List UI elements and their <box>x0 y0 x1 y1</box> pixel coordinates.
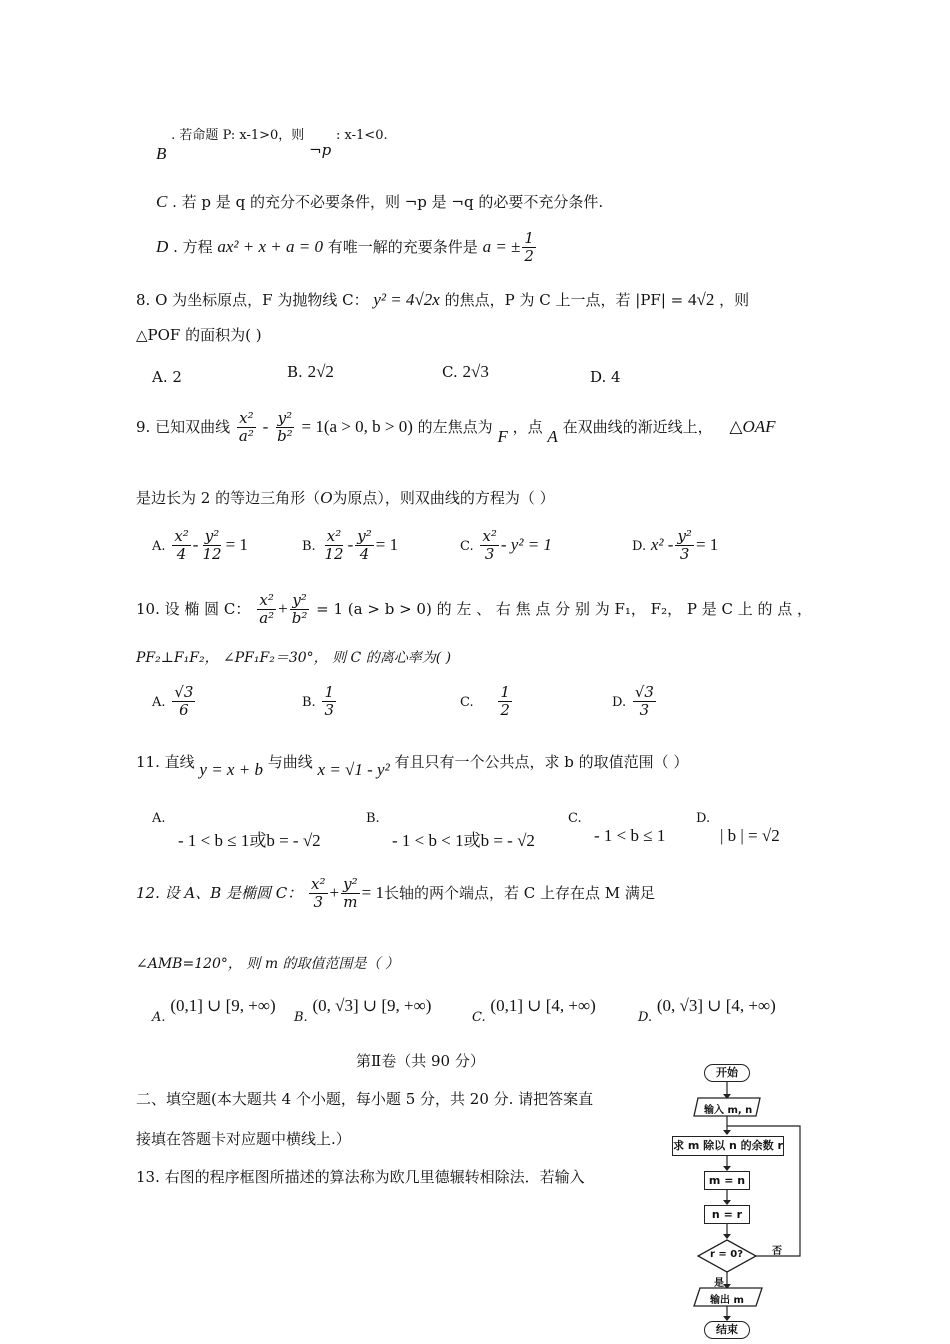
q12-line1: 12. 设 A、B 是椭圆 C： $\frac{\text{x²}}{3}$ + $\frac{\text{y²}}{m}$ = 1长轴的两个端点，若 C 上存在点 M 满足 <box>136 875 655 912</box>
q7-b-text: . 若命题 P: x-1>0，则 <box>171 128 305 143</box>
flowchart-assign-n: n = r <box>704 1205 750 1224</box>
flowchart-input: 输入 m, n <box>704 1105 753 1116</box>
q10-line2: PF₂⊥F₁F₂， ∠PF₁F₂＝30°， 则 C 的离心率为( ) <box>136 650 452 666</box>
q12-line2: ∠AMB=120°， 则 m 的取值范围是（ ） <box>136 956 399 972</box>
q10-cond: = 1 (a > b > 0) 的 左 、 右 焦 点 分 别 为 F₁， F₂， P 是 C 上 的 点 ， <box>316 599 813 618</box>
q11-d-math: | b | = √2 <box>720 826 780 845</box>
q7-d-fraction <box>522 230 536 266</box>
q8-text-c: ，则 <box>719 291 750 309</box>
q9-tail: 在双曲线的渐近线上， <box>562 417 713 436</box>
q7-d-den: 2 <box>524 247 534 266</box>
q12-den2: m <box>343 893 358 912</box>
q12-d-label: D. <box>638 1010 653 1025</box>
q9-x2: x² <box>239 409 254 427</box>
q10-c-num: 1 <box>500 683 510 701</box>
q9-b2: b² <box>277 427 293 446</box>
q10-a-num: √3 <box>174 683 194 701</box>
q12-c-label: C. <box>472 1010 486 1025</box>
q10-line1: 10. 设 椭 圆 C： $\frac{\text{x²}}{\text{a²}}$ + $\frac{\text{y²}}{\text{b²}}$ = 1 (a > b > 0) 的 左 、 右 焦 点 分 别 为 F₁， F₂， P 是 C 上 的 点 ， <box>136 591 813 628</box>
q9-a-d2: 12 <box>202 545 222 564</box>
q7-b-text2: : x-1<0. <box>336 128 388 143</box>
q12-b-label: B. <box>294 1010 308 1025</box>
q10-c-den: 2 <box>500 701 510 720</box>
q9-line2b: 为原点），则双曲线的方程为（ ） <box>332 489 555 507</box>
q9-a-d1: 4 <box>176 545 187 564</box>
q12-c-math: (0,1] ∪ [4, +∞) <box>490 996 596 1015</box>
q9-b-n2: y² <box>357 527 372 545</box>
q11-a-label: A. <box>152 811 166 826</box>
q7-d-text2: 有唯一解的充要条件是 <box>327 237 478 256</box>
q11-mid: 与曲线 <box>267 753 313 771</box>
q11-c-label: C. <box>568 811 582 826</box>
q7-option-b <box>156 124 388 163</box>
q10-c-label: C. <box>460 694 474 710</box>
q8-option-b-label: B. <box>287 363 303 381</box>
flowchart-start: 开始 <box>704 1064 750 1082</box>
q7-d-answer: a = ± <box>482 236 521 256</box>
q8-option-c-label: C. <box>442 363 458 381</box>
q11-c-math: - 1 < b ≤ 1 <box>594 826 666 845</box>
q10-y2: y² <box>292 591 307 609</box>
q8-option-c <box>442 362 489 382</box>
q9-a2: a² <box>238 427 254 446</box>
flowchart-condition: r = 0? <box>710 1249 744 1260</box>
q10-b-label: B. <box>302 694 316 710</box>
q11-tail: 有且只有一个公共点，求 b 的取值范围（ ） <box>394 753 689 771</box>
q9-b-d1: 12 <box>324 545 344 564</box>
q9-d-rhs: = 1 <box>695 534 719 554</box>
q7-d-label: D <box>156 236 169 256</box>
q12-y2: y² <box>343 875 358 893</box>
q9-d-head: x² - <box>650 534 674 554</box>
q12-option-c <box>472 996 596 1025</box>
q10-b-num: 1 <box>324 683 335 701</box>
q12-x2: x² <box>311 875 326 893</box>
q7-d-text1: . 方程 <box>173 237 213 256</box>
q12-b-math: (0, √3] ∪ [9, +∞) <box>312 996 432 1015</box>
q9-intro: 9. 已知双曲线 <box>136 417 231 436</box>
q9-dot: ，点 <box>512 417 543 436</box>
q8-option-b <box>287 362 334 382</box>
flowchart <box>660 1058 820 1342</box>
q10-option-b <box>302 684 338 720</box>
q9-frac-y <box>275 410 295 446</box>
q10-d-label: D. <box>612 694 627 710</box>
q9-c-tail: - y² = 1 <box>500 534 552 554</box>
q10-a-label: A. <box>152 694 166 710</box>
q9-a-n2: y² <box>204 527 220 545</box>
q7-d-equation: ax² + x + a = 0 <box>217 236 323 256</box>
q9-d-d2: 3 <box>679 545 690 564</box>
q9-cond: = 1(a > 0, b > 0) <box>301 416 413 436</box>
flowchart-no: 否 <box>772 1246 782 1257</box>
q10-b2: b² <box>291 609 308 628</box>
q9-b-rhs: = 1 <box>375 534 399 554</box>
q12-a-math: (0,1] ∪ [9, +∞) <box>170 996 276 1015</box>
q10-option-a <box>152 684 197 720</box>
q8-option-a: A. 2 <box>152 368 182 386</box>
q8-text-b: 的焦点，P 为 C 上一点，若 |PF| = <box>444 291 684 309</box>
q11-b-math: - 1 < b < 1或b = - √2 <box>392 831 535 850</box>
q11-line-eq: y = x + b <box>199 760 263 779</box>
q8-option-b-math: 2√2 <box>307 362 334 381</box>
q9-line2 <box>136 488 555 508</box>
q9-A: A <box>547 426 558 446</box>
q11-a-math: - 1 < b ≤ 1或b = - √2 <box>178 831 321 850</box>
q12-option-b <box>294 996 432 1025</box>
q12-d-math: (0, √3] ∪ [4, +∞) <box>656 996 776 1015</box>
q9-option-b: B. $\frac{\text{x²}}{12}$ - $\frac{\text{y²}}{4}$ = 1 <box>302 527 399 564</box>
q10-option-c <box>460 684 514 720</box>
q12-den1: 3 <box>313 893 324 912</box>
q8-text-a: 8. O 为坐标原点，F 为抛物线 C： <box>136 291 369 309</box>
q12-option-a <box>152 996 276 1025</box>
q9-a-n1: x² <box>174 527 189 545</box>
q11-intro: 11. 直线 <box>136 753 195 771</box>
q12-rhs: = 1 <box>361 882 384 902</box>
q10-d-den: 3 <box>639 701 650 720</box>
q9-option-a: A. $\frac{\text{x²}}{4}$ - $\frac{\text{y²}}{12}$ = 1 <box>152 527 248 564</box>
q9-frac-x <box>237 410 256 446</box>
q9-a-rhs: = 1 <box>225 534 248 554</box>
q7-option-c <box>156 192 603 212</box>
q13-text: 13. 右图的程序框图所描述的算法称为欧几里德辗转相除法．若输入 <box>136 1168 585 1186</box>
q11-option-b <box>366 808 535 851</box>
q12-tail: 长轴的两个端点，若 C 上存在点 M 满足 <box>383 883 655 902</box>
q11-b-label: B. <box>366 811 380 826</box>
q12-a-label: A. <box>152 1010 166 1025</box>
q10-b-den: 3 <box>324 701 335 720</box>
q11-line <box>136 752 689 779</box>
q9-option-d <box>632 528 718 564</box>
q9-option-c <box>460 528 552 564</box>
q7-d-num: 1 <box>524 229 534 247</box>
q9-d-n2: y² <box>677 527 692 545</box>
q9-F: F <box>497 426 508 446</box>
q9-triangle: △OAF <box>729 416 776 436</box>
section2-title: 第Ⅱ卷（共 90 分） <box>356 1052 485 1070</box>
q9-line2a: 是边长为 2 的等边三角形（ <box>136 489 321 507</box>
q11-option-a <box>152 808 321 851</box>
q9-b-d2: 4 <box>359 545 370 564</box>
q11-option-d <box>696 808 780 846</box>
q9-d-label: D. <box>632 538 647 554</box>
flowchart-remainder: 求 m 除以 n 的余数 r <box>672 1136 784 1156</box>
q10-option-d <box>612 684 658 720</box>
q11-d-label: D. <box>696 811 711 826</box>
section2-instruction-2: 接填在答题卡对应题中横线上.） <box>136 1130 351 1148</box>
q10-x2: x² <box>259 591 274 609</box>
q7-option-d <box>156 230 538 266</box>
flowchart-yes: 是 <box>714 1278 724 1289</box>
flowchart-end: 结束 <box>704 1321 750 1339</box>
flowchart-output: 输出 m <box>710 1295 744 1306</box>
flowchart-assign-m: m = n <box>704 1171 750 1190</box>
q7-c-text: . 若 p 是 q 的充分不必要条件，则 ¬p 是 ¬q 的必要不充分条件. <box>172 193 604 211</box>
q9-c-n1: x² <box>482 527 497 545</box>
q9-c-label: C. <box>460 538 474 554</box>
q7-b-neg: ¬p <box>309 141 332 159</box>
q11-curve: x = √1 - y² <box>317 760 390 779</box>
q10-a2: a² <box>259 609 275 628</box>
q7-b-label: B <box>156 144 167 163</box>
q9-b-label: B. <box>302 538 316 554</box>
q8-option-d: D. 4 <box>590 368 621 386</box>
q9-a-label: A. <box>152 538 166 554</box>
q8-curve: y² = 4√2x <box>373 290 440 309</box>
section2-instruction-1: 二、填空题(本大题共 4 个小题，每小题 5 分，共 20 分. 请把答案直 <box>136 1090 594 1108</box>
q8-line2: △POF 的面积为( ) <box>136 326 262 344</box>
q9-y2: y² <box>277 409 293 427</box>
q11-option-c <box>568 808 665 846</box>
q9-line1: 9. 已知双曲线 $\frac{\text{x²}}{\text{a²}}$ - $\frac{\text{y²}}{\text{b²}}$ = 1(a > 0, b > 0) 的左焦点为 F ，点 A 在双曲线的渐近线上， △OAF <box>136 409 776 446</box>
q8-option-c-math: 2√3 <box>462 362 489 381</box>
q10-d-num: √3 <box>634 683 654 701</box>
q8-pf: 4√2 <box>688 290 715 309</box>
q12-intro: 12. 设 A、B 是椭圆 C： <box>136 883 303 902</box>
q9-b-n1: x² <box>326 527 342 545</box>
q10-a-den: 6 <box>179 701 189 720</box>
q12-option-d <box>638 996 776 1025</box>
q9-O: O <box>320 488 333 507</box>
q8-line1 <box>136 290 749 310</box>
q9-mid: 的左焦点为 <box>417 417 493 436</box>
q10-intro: 10. 设 椭 圆 C： <box>136 599 251 618</box>
q9-c-d1: 3 <box>484 545 495 564</box>
q7-c-label: C <box>156 192 168 211</box>
